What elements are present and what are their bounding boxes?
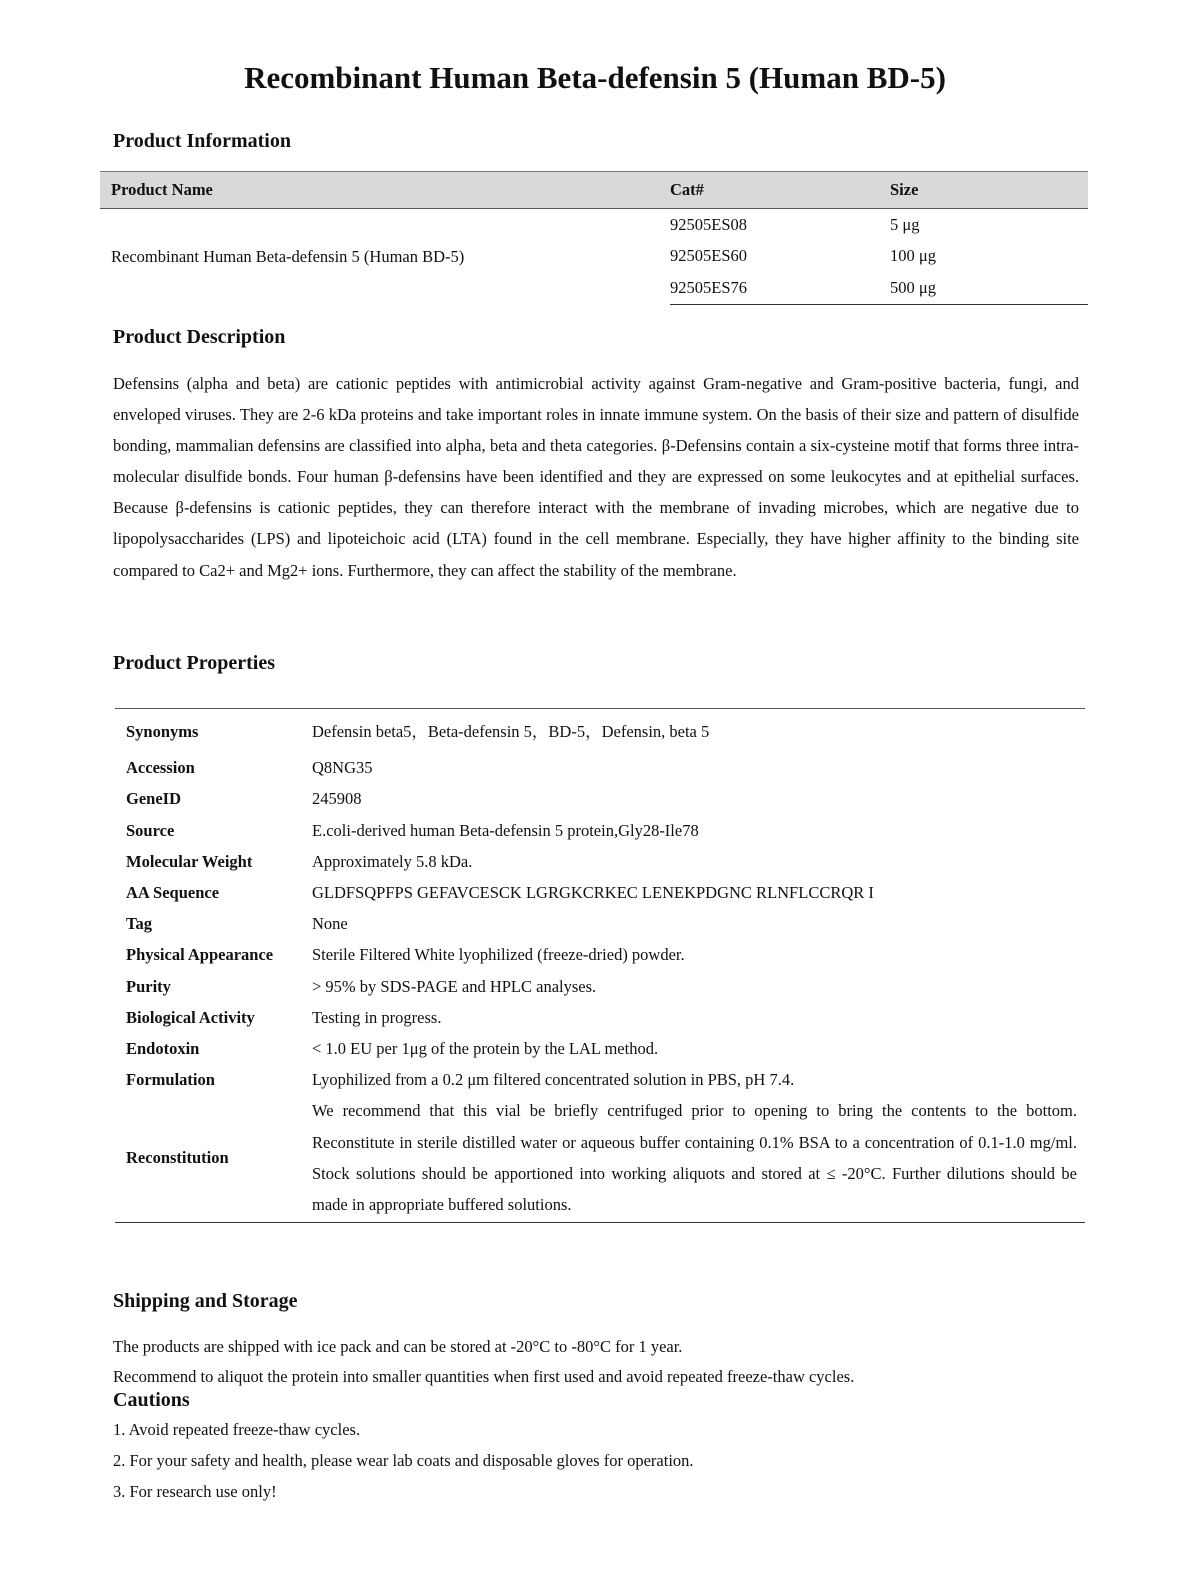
caution-item: 1. Avoid repeated freeze-thaw cycles.	[113, 1420, 361, 1439]
storage-line: Recommend to aliquot the protein into smaller quantities when first used and avoid repeated freeze-thaw cycles.	[113, 1367, 855, 1386]
property-row-molecular-weight	[115, 846, 1085, 877]
property-row-physical-appearance	[115, 939, 1085, 970]
property-key: Purity	[126, 976, 171, 996]
property-row-endotoxin	[115, 1033, 1085, 1064]
property-value: Approximately 5.8 kDa.	[312, 851, 473, 871]
cautions-heading: Cautions	[113, 1389, 190, 1411]
size-cell: 5 μg	[890, 214, 920, 234]
product-description-text: Defensins (alpha and beta) are cationic peptides with antimicrobial activity against Gram-negative and Gram-positive bacteria, fungi, and enveloped viruses. They are 2-6 kDa proteins and take important roles in innate immune system. On the basis of their size and pattern of disulfide bonding, mammalian defensins are classified into alpha, beta and theta categories. β-Defensins contain a six-cysteine motif that forms three intra-molecular disulfide bonds. Four human β-defensins have been identified and they are expressed on some leukocytes and at epithelial surfaces. Because β-defensins is cationic peptides, they can therefore interact with the membrane of invading microbes, which are negative due to lipopolysaccharides (LPS) and lipoteichoic acid (LTA) found in the cell membrane. Especially, they have higher affinity to the binding site compared to Ca2+ and Mg2+ ions. Furthermore, they can affect the stability of the membrane.	[113, 374, 1079, 580]
property-value: > 95% by SDS-PAGE and HPLC analyses.	[312, 976, 597, 996]
product-information-heading: Product Information	[113, 130, 291, 152]
product-description-heading: Product Description	[113, 326, 286, 348]
product-properties-heading: Product Properties	[113, 652, 276, 674]
property-row-source	[115, 815, 1085, 846]
property-key: Accession	[126, 758, 195, 778]
property-row-geneid	[115, 783, 1085, 814]
property-row-reconstitution	[115, 1095, 1085, 1222]
size-cell: 500 μg	[890, 271, 1088, 305]
property-key: Biological Activity	[126, 1007, 255, 1027]
property-row-synonyms	[115, 709, 1085, 753]
caution-item: 3. For research use only!	[113, 1482, 277, 1501]
cat-cell: 92505ES76	[670, 271, 890, 305]
column-header-size: Size	[890, 172, 1088, 209]
property-value: Defensin beta5，Beta-defensin 5，BD-5，Defensin, beta 5	[312, 722, 710, 741]
table-header-row	[100, 172, 1088, 209]
property-value: E.coli-derived human Beta-defensin 5 protein,Gly28-Ile78	[312, 820, 699, 840]
property-key: GeneID	[126, 789, 181, 809]
property-row-aa-sequence	[115, 877, 1085, 908]
table-row	[100, 209, 1088, 241]
storage-line: The products are shipped with ice pack and can be stored at -20°C to -80°C for 1 year.	[113, 1337, 683, 1356]
property-value: 245908	[312, 789, 362, 809]
property-key: AA Sequence	[126, 883, 220, 903]
property-key: Physical Appearance	[126, 945, 274, 965]
property-value: Lyophilized from a 0.2 μm filtered concentrated solution in PBS, pH 7.4.	[312, 1070, 795, 1090]
property-value: < 1.0 EU per 1μg of the protein by the LAL method.	[312, 1039, 659, 1059]
property-value: GLDFSQPFPS GEFAVCESCK LGRGKCRKEC LENEKPDGNC RLNFLCCRQR I	[312, 883, 874, 903]
property-key: Endotoxin	[126, 1039, 200, 1059]
product-properties-table	[115, 708, 1085, 1223]
property-key: Tag	[126, 914, 152, 934]
property-row-biological-activity	[115, 1002, 1085, 1033]
property-key: Formulation	[126, 1070, 215, 1090]
product-name-cell: Recombinant Human Beta-defensin 5 (Human BD-5)	[111, 246, 465, 266]
property-row-tag	[115, 908, 1085, 939]
cat-cell: 92505ES08	[670, 214, 748, 234]
property-row-accession	[115, 752, 1085, 783]
document-title: Recombinant Human Beta-defensin 5 (Human BD-5)	[244, 60, 946, 95]
caution-item: 2. For your safety and health, please wear lab coats and disposable gloves for operation.	[113, 1451, 694, 1470]
size-cell: 100 μg	[890, 245, 936, 265]
product-information-table	[100, 171, 1088, 305]
property-key: Synonyms	[126, 722, 199, 741]
property-row-formulation	[115, 1064, 1085, 1095]
cat-cell: 92505ES60	[670, 245, 748, 265]
property-key: Reconstitution	[126, 1148, 229, 1168]
property-value: Q8NG35	[312, 758, 373, 778]
column-header-cat: Cat#	[670, 172, 890, 209]
property-key: Source	[126, 820, 175, 840]
property-value: Sterile Filtered White lyophilized (freeze-dried) powder.	[312, 945, 685, 965]
shipping-storage-heading: Shipping and Storage	[113, 1290, 298, 1312]
property-value: None	[312, 914, 348, 934]
property-value: We recommend that this vial be briefly centrifuged prior to opening to bring the contents to the bottom. Reconstitute in sterile distilled water or aqueous buffer containing 0.1% BSA to a concentration of 0.1-1.0 mg/ml. Stock solutions should be apportioned into working aliquots and stored at ≤ -20°C. Further dilutions should be made in appropriate buffered solutions.	[312, 1101, 1077, 1215]
column-header-product-name: Product Name	[100, 172, 670, 209]
property-value: Testing in progress.	[312, 1007, 442, 1027]
property-key: Molecular Weight	[126, 851, 253, 871]
property-row-purity	[115, 971, 1085, 1002]
